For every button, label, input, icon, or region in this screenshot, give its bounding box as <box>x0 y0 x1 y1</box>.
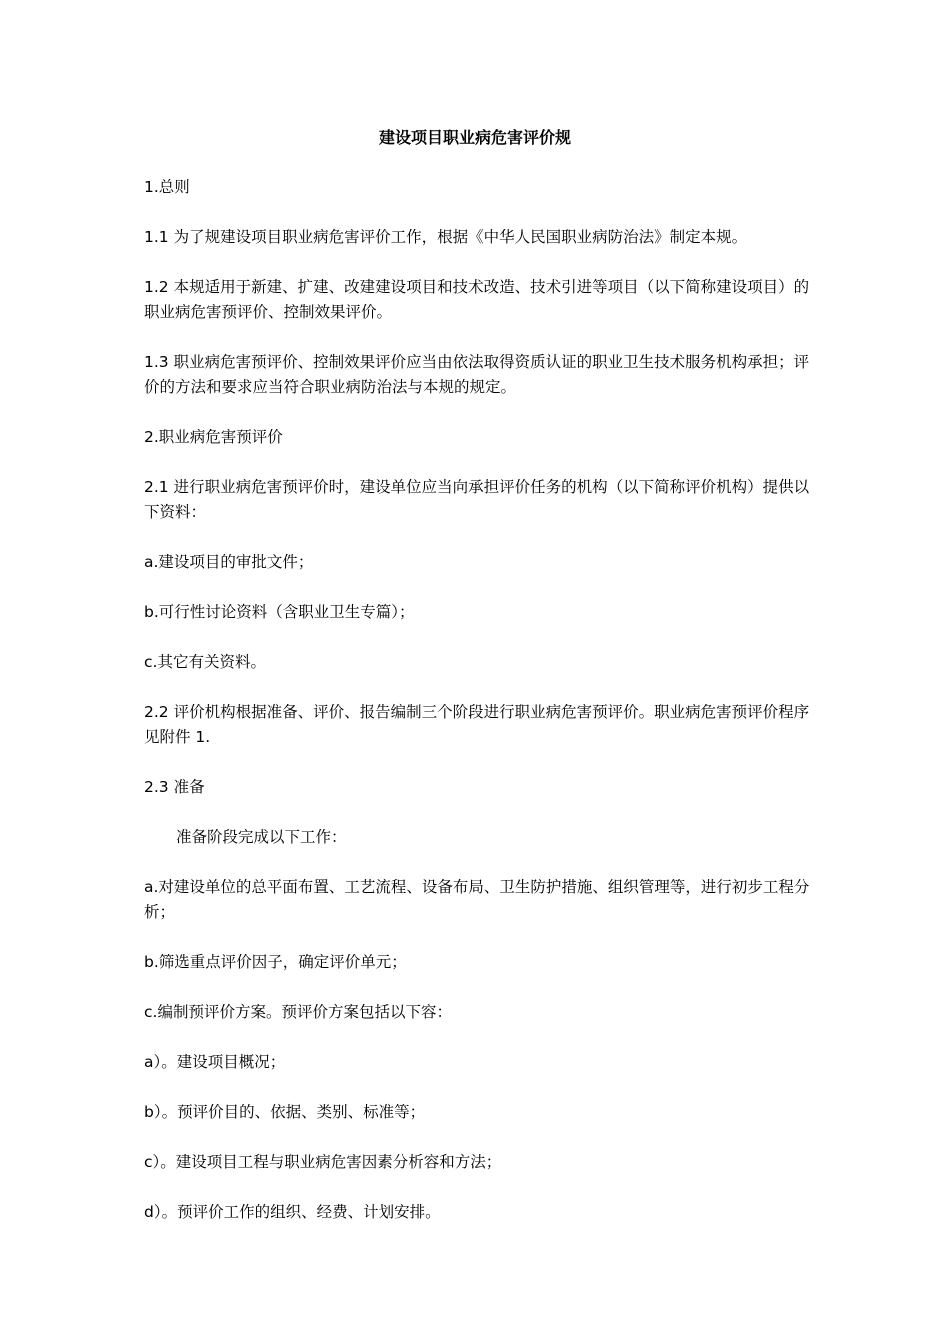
paragraph-1-2: 1.2 本规适用于新建、扩建、改建建设项目和技术改造、技术引进等项目（以下简称建设项目）的职业病危害预评价、控制效果评价。 <box>144 278 810 321</box>
paragraph-2-1: 2.1 进行职业病危害预评价时，建设单位应当向承担评价任务的机构（以下简称评价机构）提供以下资料： <box>144 478 810 521</box>
sub-item-b-purpose: b）。预评价目的、依据、类别、标准等； <box>144 1103 426 1121</box>
sub-item-c-methods: c）。建设项目工程与职业病危害因素分析容和方法； <box>144 1153 502 1171</box>
list-item-a-approval-docs: a.建设项目的审批文件； <box>144 553 314 571</box>
list-item-c-plan: c.编制预评价方案。预评价方案包括以下容： <box>144 1003 452 1021</box>
subheading-2-3: 2.3 准备 <box>144 778 205 796</box>
paragraph-prep-intro: 准备阶段完成以下工作： <box>176 828 347 846</box>
document-title: 建设项目职业病危害评价规 <box>378 128 571 147</box>
list-item-a-analysis: a.对建设单位的总平面布置、工艺流程、设备布局、卫生防护措施、组织管理等，进行初步工程分析； <box>144 878 810 921</box>
list-item-c-other: c.其它有关资料。 <box>144 653 266 671</box>
sub-item-a-overview: a）。建设项目概况； <box>144 1053 286 1071</box>
list-item-b-factors: b.筛选重点评价因子，确定评价单元； <box>144 953 407 971</box>
document-body <box>144 175 812 1250</box>
section-heading-general: 1.总则 <box>144 178 190 196</box>
list-item-b-feasibility: b.可行性讨论资料（含职业卫生专篇）； <box>144 603 415 621</box>
paragraph-1-1: 1.1 为了规建设项目职业病危害评价工作，根据《中华人民国职业病防治法》制定本规。 <box>144 228 748 246</box>
sub-item-d-schedule: d）。预评价工作的组织、经费、计划安排。 <box>144 1203 441 1221</box>
paragraph-1-3: 1.3 职业病危害预评价、控制效果评价应当由依法取得资质认证的职业卫生技术服务机构承担；评价的方法和要求应当符合职业病防治法与本规的规定。 <box>144 353 810 396</box>
section-heading-pre-evaluation: 2.职业病危害预评价 <box>144 428 283 446</box>
paragraph-2-2: 2.2 评价机构根据准备、评价、报告编制三个阶段进行职业病危害预评价。职业病危害预评价程序见附件 1. <box>144 703 810 746</box>
